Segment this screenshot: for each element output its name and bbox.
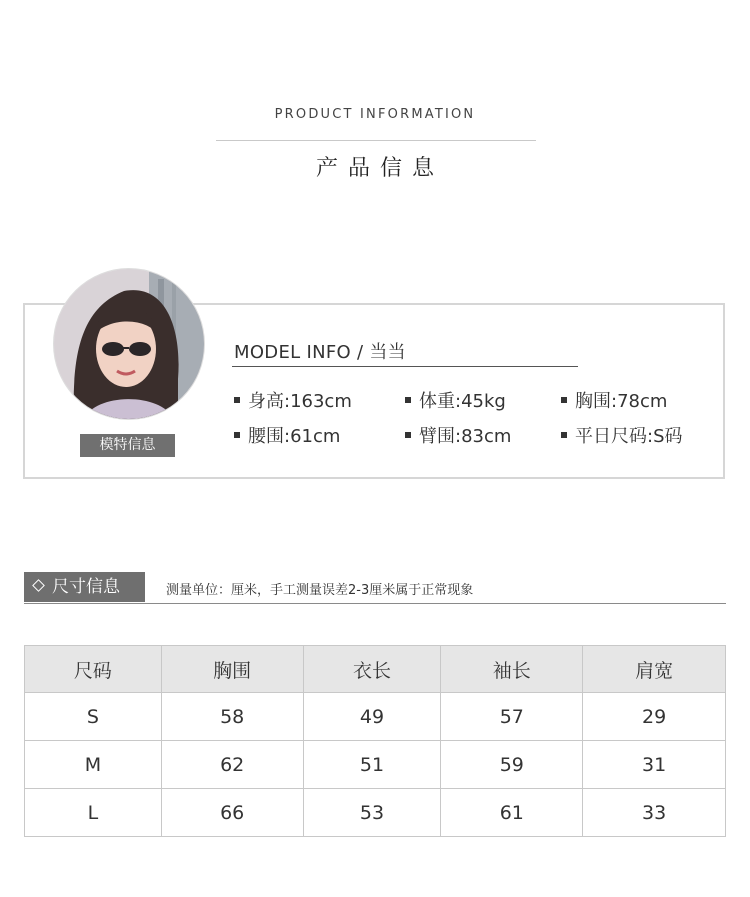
table-cell: 59 <box>441 741 583 789</box>
bullet-icon <box>561 397 567 403</box>
bullet-icon <box>561 432 567 438</box>
table-cell: L <box>25 789 162 837</box>
table-cell: 51 <box>303 741 441 789</box>
table-row <box>25 693 726 741</box>
header-sleeve: 袖长 <box>441 646 583 693</box>
table-cell: 53 <box>303 789 441 837</box>
table-cell: 62 <box>161 741 303 789</box>
table-cell: 61 <box>441 789 583 837</box>
model-photo-illustration <box>54 269 204 419</box>
model-stat-height: 身高:163cm <box>234 387 352 413</box>
title-divider <box>216 140 536 141</box>
bullet-icon <box>234 432 240 438</box>
size-info-tag: 尺寸信息 <box>24 572 145 602</box>
model-stat-bust: 胸围:78cm <box>561 387 667 413</box>
model-info-tag: 模特信息 <box>80 434 175 457</box>
table-cell: 57 <box>441 693 583 741</box>
table-cell: M <box>25 741 162 789</box>
model-title-underline <box>232 366 578 367</box>
header-length: 衣长 <box>303 646 441 693</box>
size-section-divider <box>24 603 726 604</box>
table-cell: 66 <box>161 789 303 837</box>
table-cell: 58 <box>161 693 303 741</box>
header-shoulder: 肩宽 <box>583 646 726 693</box>
model-stat-weight: 体重:45kg <box>405 387 506 413</box>
table-cell: 49 <box>303 693 441 741</box>
bullet-icon <box>405 397 411 403</box>
table-row <box>25 789 726 837</box>
header-size: 尺码 <box>25 646 162 693</box>
model-info-title: MODEL INFO / 当当 <box>234 342 406 363</box>
bullet-icon <box>234 397 240 403</box>
bullet-icon <box>405 432 411 438</box>
section-title-chinese: 产品信息 <box>315 156 444 181</box>
table-cell: S <box>25 693 162 741</box>
diamond-icon <box>32 579 45 592</box>
measurement-note: 测量单位：厘米，手工测量误差2-3厘米属于正常现象 <box>166 583 474 598</box>
table-row <box>25 741 726 789</box>
header-bust: 胸围 <box>161 646 303 693</box>
table-cell: 31 <box>583 741 726 789</box>
model-stat-arm: 臂围:83cm <box>405 422 511 448</box>
model-avatar <box>53 268 205 420</box>
table-cell: 33 <box>583 789 726 837</box>
model-stat-usual-size: 平日尺码:S码 <box>561 422 683 448</box>
size-table <box>24 645 726 837</box>
table-cell: 29 <box>583 693 726 741</box>
table-header-row <box>25 646 726 693</box>
section-title-english: PRODUCT INFORMATION <box>274 107 476 122</box>
model-stat-waist: 腰围:61cm <box>234 422 340 448</box>
